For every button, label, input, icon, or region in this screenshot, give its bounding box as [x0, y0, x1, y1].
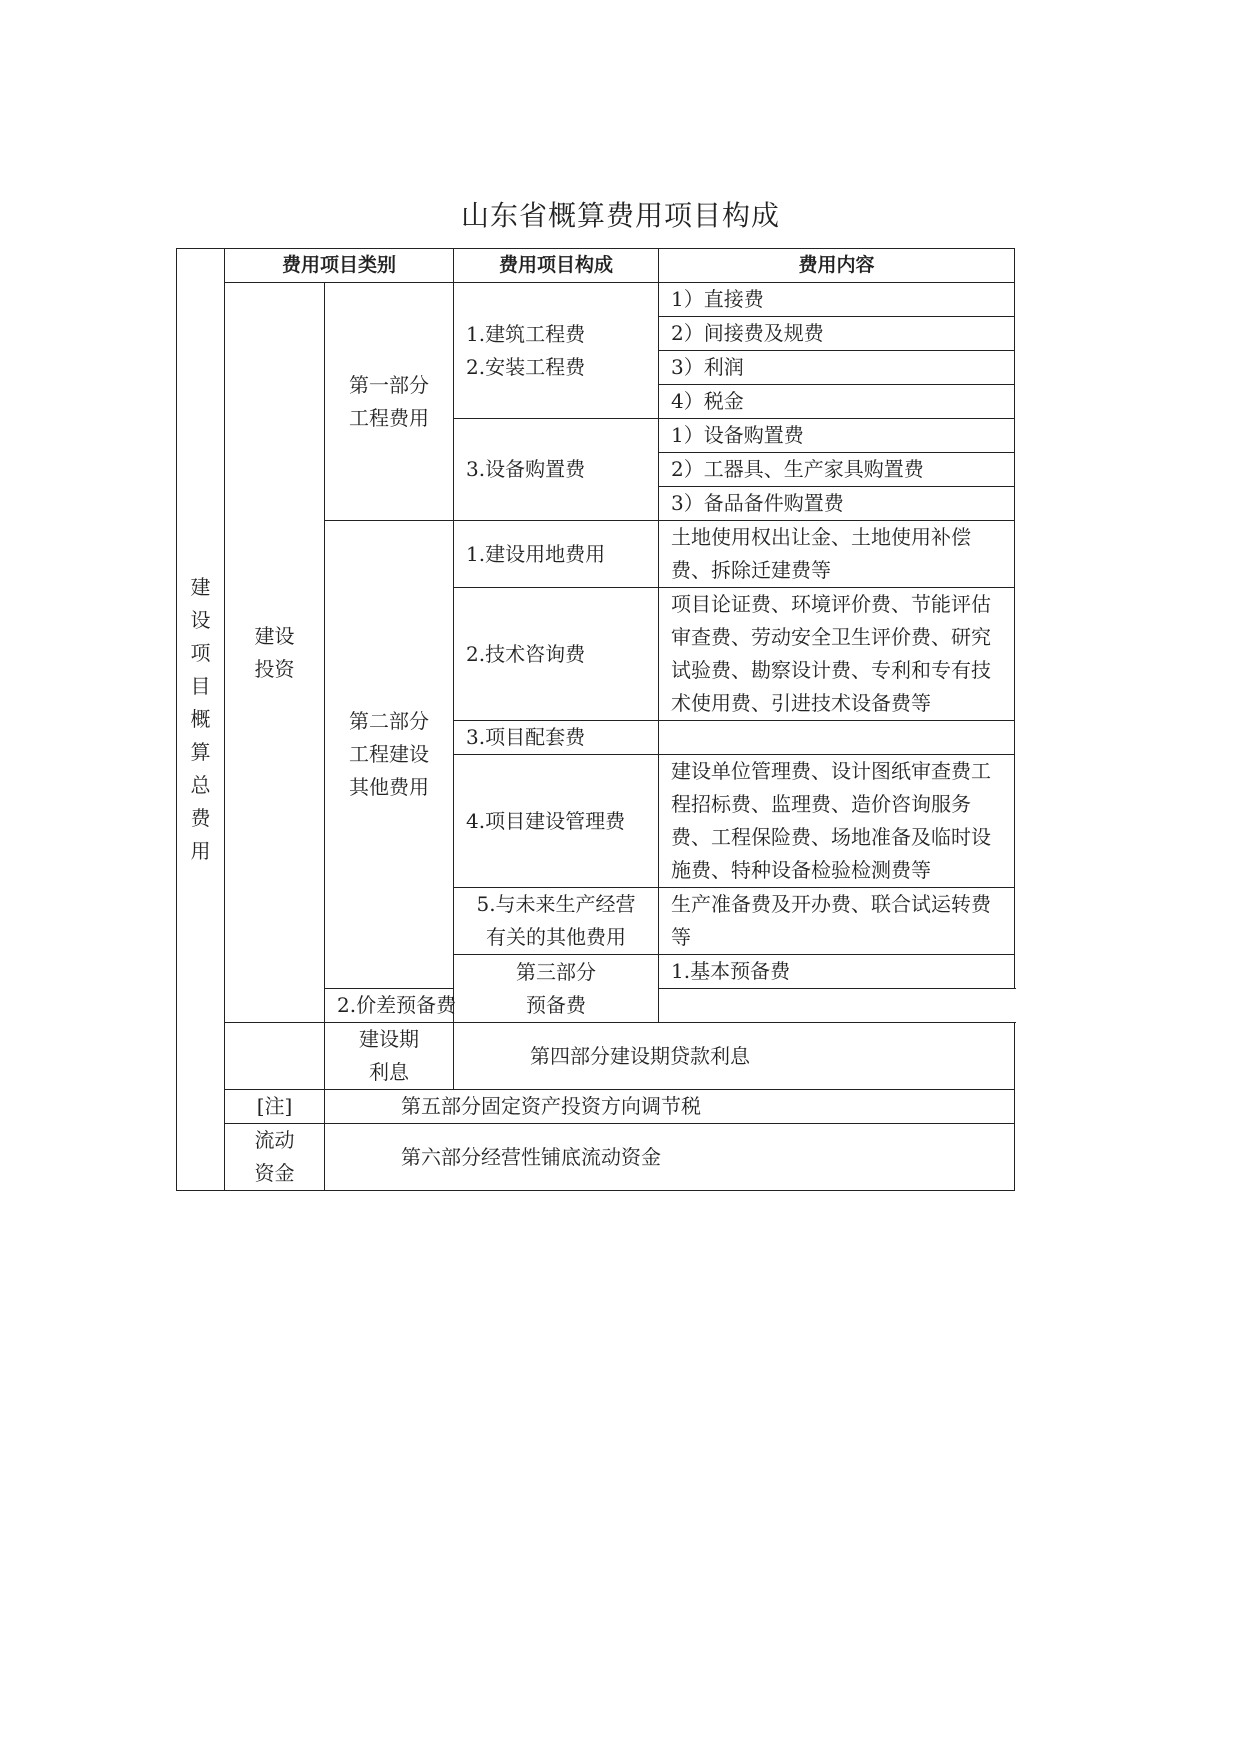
- interest-text: 第四部分建设期贷款利息: [454, 1023, 1015, 1090]
- part1-content: 1）直接费: [659, 283, 1015, 317]
- part2-item-content: 生产准备费及开办费、联合试运转费等: [659, 888, 1015, 955]
- part3-item: 1.基本预备费: [659, 955, 1015, 989]
- note-text: 第五部分固定资产投资方向调节税: [325, 1090, 1015, 1124]
- part1-content: 2）工器具、生产家具购置费: [659, 453, 1015, 487]
- header-category: 费用项目类别: [225, 249, 454, 283]
- part2-item-content: 建设单位管理费、设计图纸审查费工程招标费、监理费、造价咨询服务费、工程保险费、场地准备及临时设施费、特种设备检验检测费等: [659, 755, 1015, 888]
- working-capital-label: 流动 资金: [225, 1124, 325, 1191]
- construction-investment-label: 建设 投资: [225, 283, 325, 1023]
- part1-content: 3）备品备件购置费: [659, 487, 1015, 521]
- interest-label: 建设期 利息: [325, 1023, 454, 1090]
- part2-item-content: 土地使用权出让金、土地使用补偿费、拆除迁建费等: [659, 521, 1015, 588]
- header-content: 费用内容: [659, 249, 1015, 283]
- part1-content: 4）税金: [659, 385, 1015, 419]
- table-header-row: [177, 249, 1015, 283]
- part2-label: 第二部分 工程建设 其他费用: [325, 521, 454, 989]
- part1-content: 1）设备购置费: [659, 419, 1015, 453]
- part3-label: 第三部分 预备费: [454, 955, 659, 1023]
- part2-item-content: 项目论证费、环境评价费、节能评估审查费、劳动安全卫生评价费、研究试验费、勘察设计费、专利和专有技术使用费、引进技术设备费等: [659, 588, 1015, 721]
- part2-item-name: 3.项目配套费: [454, 721, 659, 755]
- part1-content: 3）利润: [659, 351, 1015, 385]
- part3-item: 2.价差预备费: [325, 989, 659, 1023]
- part2-item-content: [659, 721, 1015, 755]
- page-title: 山东省概算费用项目构成: [460, 199, 780, 232]
- part1-item-b: 3.设备购置费: [454, 419, 659, 521]
- part2-item-name: 1.建设用地费用: [454, 521, 659, 588]
- note-label: [注]: [225, 1090, 325, 1124]
- part2-item-name: 5.与未来生产经营 有关的其他费用: [454, 888, 659, 955]
- part1-content: 2）间接费及规费: [659, 317, 1015, 351]
- header-composition: 费用项目构成: [454, 249, 659, 283]
- part1-label: 第一部分 工程费用: [325, 283, 454, 521]
- cost-composition-table: [176, 248, 1015, 1191]
- working-capital-text: 第六部分经营性铺底流动资金: [325, 1124, 1015, 1191]
- total-cost-label: 建 设 项 目 概 算 总 费 用: [177, 249, 225, 1191]
- part2-item-name: 2.技术咨询费: [454, 588, 659, 721]
- part2-item-name: 4.项目建设管理费: [454, 755, 659, 888]
- part1-item-a: 1.建筑工程费 2.安装工程费: [454, 283, 659, 419]
